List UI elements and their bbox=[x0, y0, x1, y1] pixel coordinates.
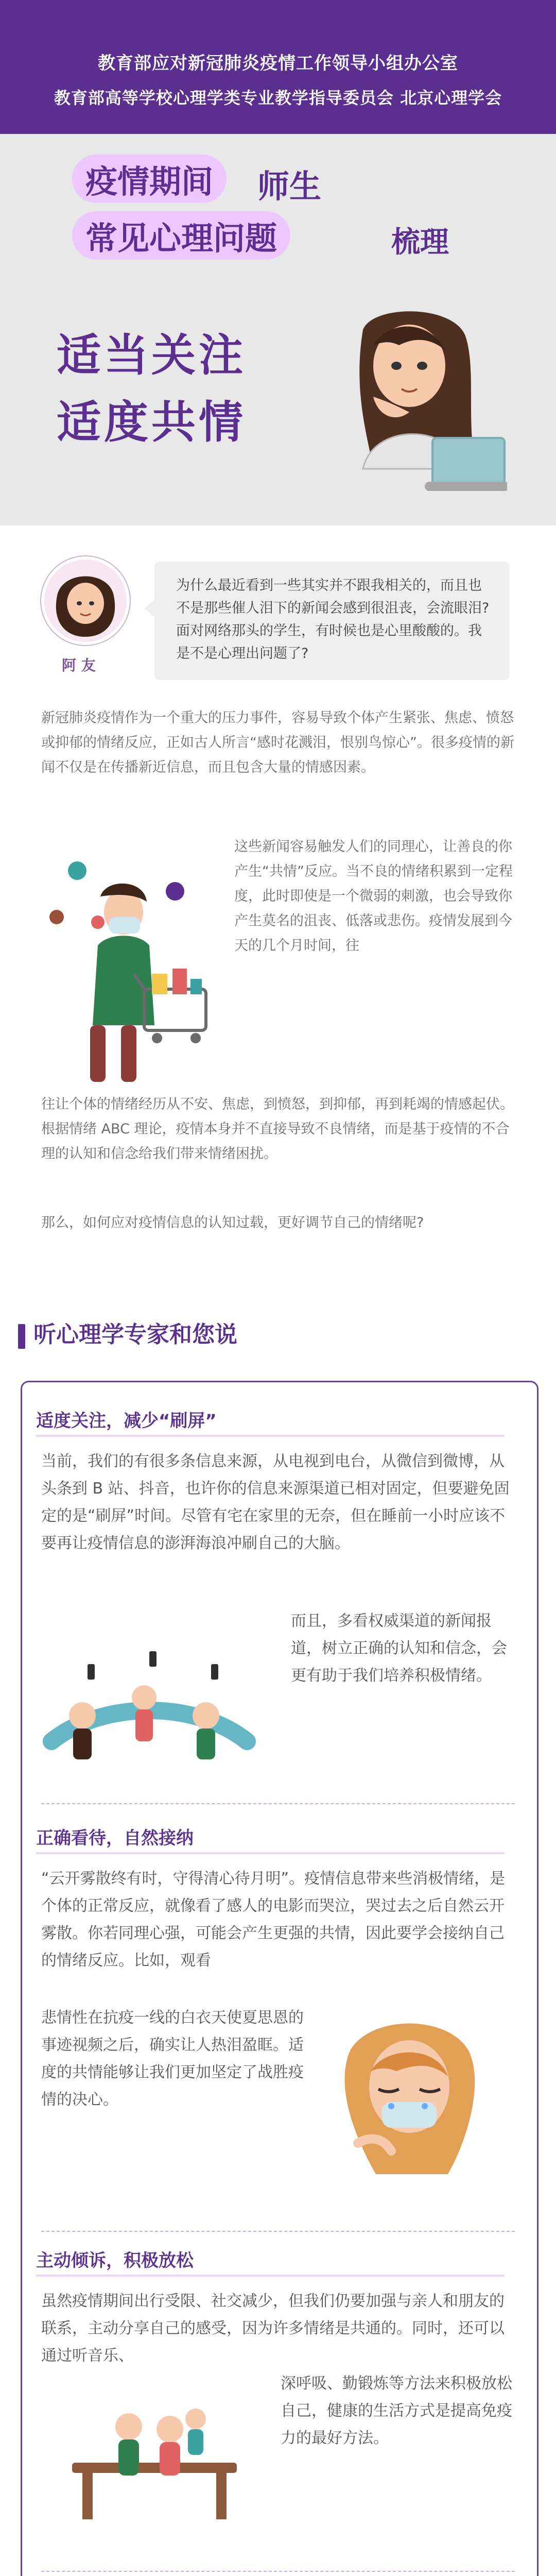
tip-2-title: 正确看待，自然接纳 bbox=[36, 1828, 194, 1849]
tip-1-title: 适度关注，减少“刷屏” bbox=[36, 1411, 217, 1431]
section-title-text: 听心理学专家和您说 bbox=[33, 1321, 237, 1348]
question-text: 为什么最近看到一些其实并不跟我相关的，而且也不是那些催人泪下的新闻会感到很沮丧，会流眼泪?面对网络那头的学生，有时候也是心里酸酸的。我是不是心理出问题了? bbox=[176, 578, 490, 662]
hero-title bbox=[72, 155, 484, 263]
hero-section bbox=[0, 134, 556, 526]
tip-2-text-a: “云开雾散终有时，守得清心待月明”。疫情信息带来些消极情绪，是个体的正常反应，就像看了感人的电影而哭泣，哭过去之后自然云开雾散。你若同理心强，可能会产生更强的共情，因此要学会接纳自己的情绪反应。比如，观看 bbox=[41, 1870, 506, 1970]
intro-paragraph-1: 新冠肺炎疫情作为一个重大的压力事件，容易导致个体产生紧张、焦虑、愤怒或抑郁的情绪反应，正如古人所言“感时花溅泪，恨别鸟惊心”。很多疫情的新闻不仅是在传播新近信息，而且包含大量的情感因素。 bbox=[41, 710, 514, 775]
hero-pill-1 bbox=[72, 155, 227, 203]
header-banner bbox=[0, 0, 556, 134]
hero-after-2: 梳理 bbox=[391, 226, 449, 259]
header-line-2: 教育部高等学校心理学类专业教学指导委员会 北京心理学会 bbox=[54, 88, 502, 108]
hero-pill-2-text: 常见心理问题 bbox=[85, 219, 277, 257]
section-title bbox=[18, 1314, 538, 1355]
hero-pill-2 bbox=[72, 211, 290, 260]
intro-paragraph-3: 往让个体的情绪经历从不安、焦虑，到愤怒，到抑郁，再到耗竭的情感起伏。根据情绪 ABC 理论，疫情本身并不直接导致不良情绪，而是基于疫情的不合理的认知和信念给我们带来情绪困扰。 bbox=[41, 1096, 514, 1162]
crying-nurse-illustration-icon bbox=[314, 2009, 510, 2195]
hero-after-1: 师生 bbox=[257, 167, 322, 205]
avatar bbox=[41, 556, 130, 645]
tip-2-underline bbox=[36, 1852, 505, 1854]
tip-divider-2 bbox=[41, 2231, 515, 2232]
tip-1-text-b: 而且，多看权威渠道的新闻报道，树立正确的认知和信念，会更有助于我们培养积极情绪。 bbox=[291, 1612, 507, 1685]
hero-big-1: 适当关注 bbox=[57, 330, 246, 381]
tip-3-title: 主动倾诉，积极放松 bbox=[36, 2250, 194, 2271]
tip-divider-1 bbox=[41, 1803, 515, 1804]
hero-big-2: 适度共情 bbox=[57, 397, 246, 448]
worried-girl-illustration-icon bbox=[342, 289, 507, 515]
tip-divider-3 bbox=[41, 2571, 515, 2572]
question-bubble bbox=[154, 562, 510, 680]
question-section bbox=[0, 526, 556, 696]
avatar-name: 阿 友 bbox=[62, 657, 96, 674]
tip-2-text-b: 悲情性在抗疫一线的白衣天使夏思恩的事迹视频之后，确实让人热泪盈眶。适度的共情能够让我们更加坚定了战胜疫情的决心。 bbox=[41, 2009, 304, 2109]
tip-1-underline bbox=[36, 1435, 505, 1437]
hero-pill-1-text: 疫情期间 bbox=[85, 162, 214, 200]
shopping-woman-illustration-icon bbox=[41, 835, 221, 1103]
tip-3-text-b: 深呼吸、勤锻炼等方法来积极放松自己，健康的生活方式是提高免疫力的最好方法。 bbox=[281, 2375, 512, 2447]
people-on-phones-illustration-icon bbox=[41, 1607, 257, 1772]
family-bench-illustration-icon bbox=[41, 2370, 268, 2540]
intro-paragraph-2: 这些新闻容易触发人们的同理心，让善良的你产生“共情”反应。当不良的情绪积累到一定程度，此时即使是一个微弱的刺激，也会导致你产生莫名的沮丧、低落或悲伤。疫情发展到今天的几个月时间，往 bbox=[234, 839, 513, 954]
header-line-1: 教育部应对新冠肺炎疫情工作领导小组办公室 bbox=[98, 53, 458, 74]
tip-3-underline bbox=[36, 2275, 505, 2277]
intro-paragraph-4: 那么，如何应对疫情信息的认知过载，更好调节自己的情绪呢? bbox=[41, 1215, 424, 1231]
section-title-bar bbox=[18, 1324, 25, 1349]
tip-1-text-a: 当前，我们的有很多条信息来源，从电视到电台，从微信到微博，从头条到 B 站、抖音，也许你的信息来源渠道已相对固定，但要避免固定的是“刷屏”时间。尽管有宅在家里的无奈，但在睡前一小时应该不要再让疫情信息的澎湃海浪冲刷自己的大脑。 bbox=[41, 1452, 510, 1552]
tip-3-text-a: 虽然疫情期间出行受限、社交减少，但我们仍要加强与亲人和朋友的联系，主动分享自己的感受，因为许多情绪是共通的。同时，还可以通过听音乐、 bbox=[41, 2292, 505, 2365]
